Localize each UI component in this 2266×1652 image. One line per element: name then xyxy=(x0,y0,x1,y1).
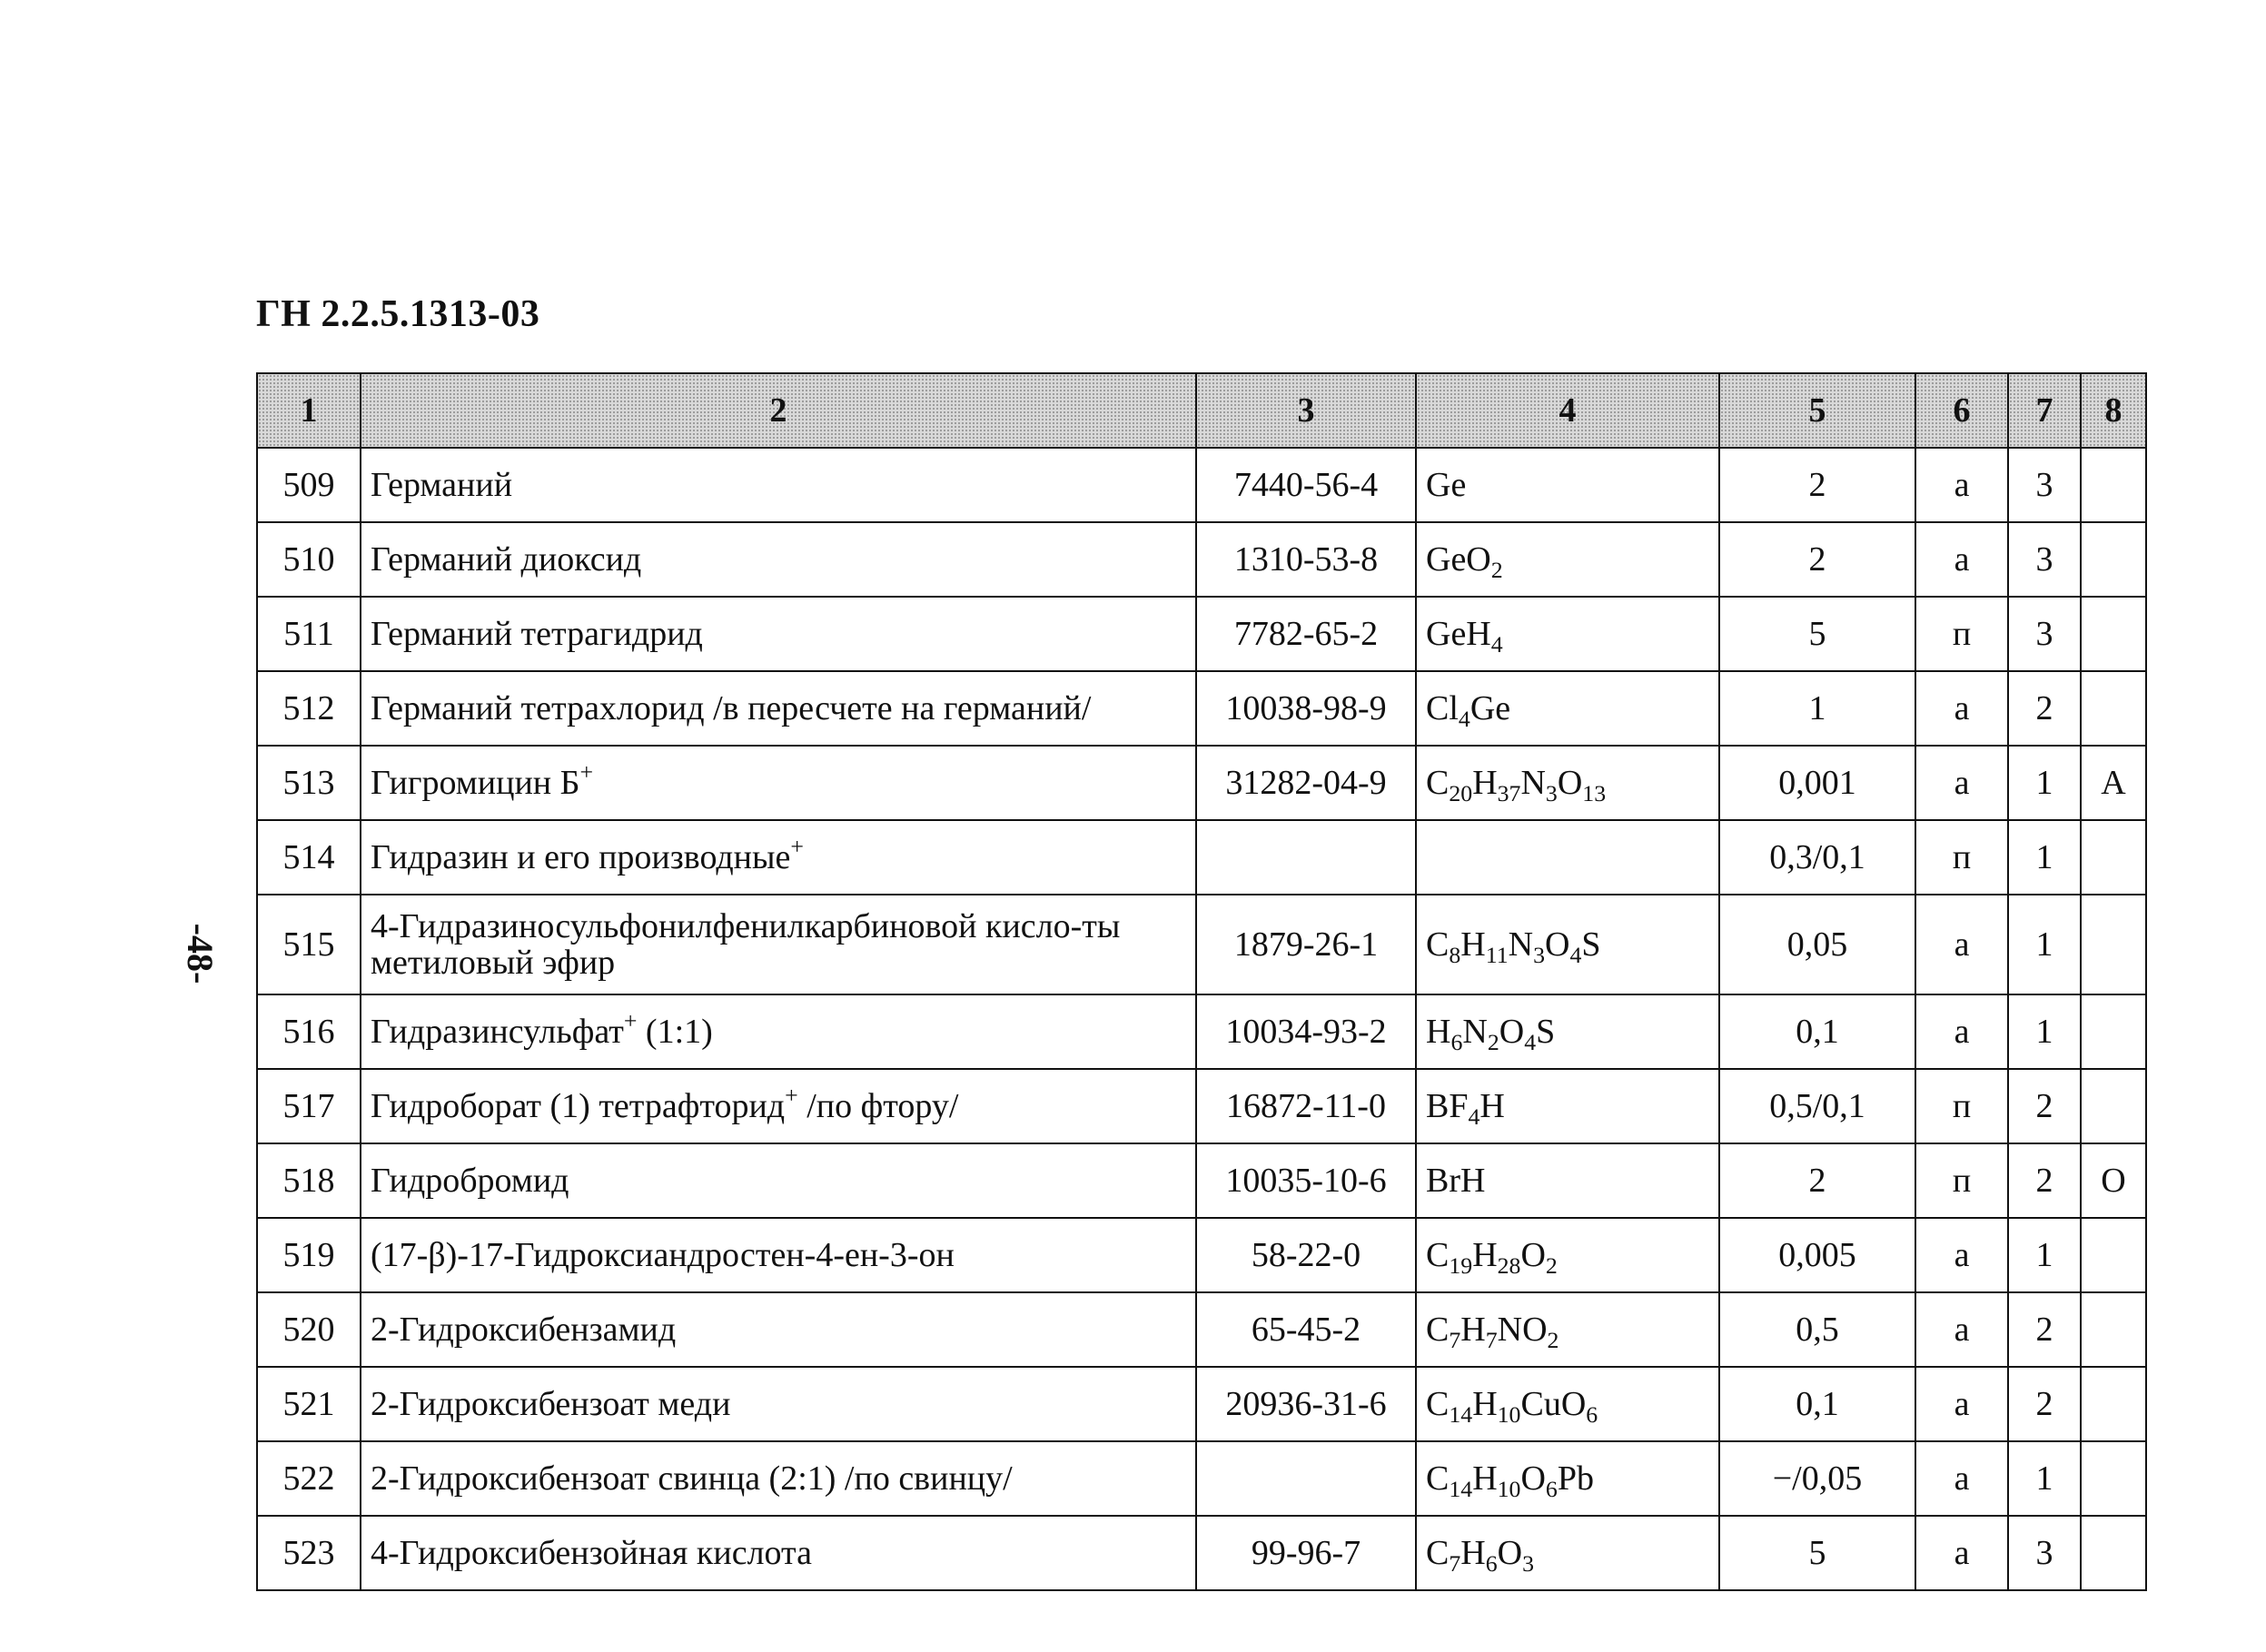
cell-aggregate-state: п xyxy=(1915,1143,2008,1218)
cell-aggregate-state: а xyxy=(1915,448,2008,522)
cell-hazard-class: 2 xyxy=(2008,1292,2081,1367)
cell-note: А xyxy=(2081,746,2146,820)
cell-number: 516 xyxy=(257,994,361,1069)
cell-formula: GeH$_4$ xyxy=(1416,597,1719,671)
table-row xyxy=(257,1441,2146,1516)
cell-formula: $C_{20}H_{37}N_3O_{13}$ xyxy=(1416,746,1719,820)
cell-substance-name: Германий тетрагидрид xyxy=(361,597,1196,671)
table-row xyxy=(257,448,2146,522)
cell-note xyxy=(2081,895,2146,994)
cell-number: 522 xyxy=(257,1441,361,1516)
cell-note xyxy=(2081,1292,2146,1367)
table-row xyxy=(257,522,2146,597)
cell-aggregate-state: а xyxy=(1915,994,2008,1069)
column-header: 4 xyxy=(1416,373,1719,448)
cell-cas-number xyxy=(1196,820,1416,895)
table-row xyxy=(257,1143,2146,1218)
cell-note xyxy=(2081,1367,2146,1441)
cell-formula: $Cl_4Ge$ xyxy=(1416,671,1719,746)
cell-number: 518 xyxy=(257,1143,361,1218)
cell-note xyxy=(2081,1516,2146,1590)
column-header: 7 xyxy=(2008,373,2081,448)
cell-cas-number: 10038-98-9 xyxy=(1196,671,1416,746)
cell-substance-name: 2-Гидроксибензамид xyxy=(361,1292,1196,1367)
cell-substance-name: Гидробромид xyxy=(361,1143,1196,1218)
table-row xyxy=(257,1218,2146,1292)
cell-substance-name: Гидразинсульфат+ (1:1) xyxy=(361,994,1196,1069)
cell-cas-number: 1310-53-8 xyxy=(1196,522,1416,597)
cell-cas-number: 31282-04-9 xyxy=(1196,746,1416,820)
cell-number: 511 xyxy=(257,597,361,671)
cell-formula: Ge xyxy=(1416,448,1719,522)
cell-note xyxy=(2081,820,2146,895)
cell-hazard-class: 1 xyxy=(2008,1441,2081,1516)
cell-number: 513 xyxy=(257,746,361,820)
cell-substance-name: 4-Гидроксибензойная кислота xyxy=(361,1516,1196,1590)
cell-number: 521 xyxy=(257,1367,361,1441)
cell-note xyxy=(2081,448,2146,522)
cell-limit-value: 0,1 xyxy=(1719,994,1915,1069)
cell-hazard-class: 2 xyxy=(2008,1367,2081,1441)
cell-limit-value: 2 xyxy=(1719,522,1915,597)
cell-formula: $H_6N_2O_4S$ xyxy=(1416,994,1719,1069)
table-row xyxy=(257,820,2146,895)
table-row xyxy=(257,597,2146,671)
cell-cas-number: 7440-56-4 xyxy=(1196,448,1416,522)
document-header: ГН 2.2.5.1313-03 xyxy=(256,293,540,335)
cell-aggregate-state: а xyxy=(1915,1367,2008,1441)
cell-aggregate-state: а xyxy=(1915,895,2008,994)
cell-limit-value: 5 xyxy=(1719,1516,1915,1590)
cell-cas-number: 1879-26-1 xyxy=(1196,895,1416,994)
cell-hazard-class: 3 xyxy=(2008,522,2081,597)
table-row xyxy=(257,671,2146,746)
cell-note xyxy=(2081,1069,2146,1143)
cell-hazard-class: 1 xyxy=(2008,994,2081,1069)
cell-limit-value: 2 xyxy=(1719,448,1915,522)
cell-hazard-class: 2 xyxy=(2008,1143,2081,1218)
cell-aggregate-state: а xyxy=(1915,746,2008,820)
table-row xyxy=(257,1516,2146,1590)
cell-hazard-class: 2 xyxy=(2008,671,2081,746)
column-header: 5 xyxy=(1719,373,1915,448)
cell-limit-value: 2 xyxy=(1719,1143,1915,1218)
cell-limit-value: 1 xyxy=(1719,671,1915,746)
cell-substance-name: Гигромицин Б+ xyxy=(361,746,1196,820)
cell-substance-name: 2-Гидроксибензоат свинца (2:1) /по свинцу/ xyxy=(361,1441,1196,1516)
cell-formula: $BF_4H$ xyxy=(1416,1069,1719,1143)
cell-note: О xyxy=(2081,1143,2146,1218)
page-number: -48- xyxy=(180,923,221,984)
cell-note xyxy=(2081,1441,2146,1516)
cell-number: 520 xyxy=(257,1292,361,1367)
cell-aggregate-state: а xyxy=(1915,1292,2008,1367)
column-header: 3 xyxy=(1196,373,1416,448)
cell-limit-value: 0,001 xyxy=(1719,746,1915,820)
column-header: 1 xyxy=(257,373,361,448)
cell-note xyxy=(2081,597,2146,671)
cell-number: 515 xyxy=(257,895,361,994)
cell-formula: $C_{14}H_{10}O_6Pb$ xyxy=(1416,1441,1719,1516)
cell-cas-number: 58-22-0 xyxy=(1196,1218,1416,1292)
cell-substance-name: 4-Гидразиносульфонилфенилкарбиновой кисло-ты метиловый эфир xyxy=(361,895,1196,994)
cell-cas-number: 7782-65-2 xyxy=(1196,597,1416,671)
table-row xyxy=(257,1292,2146,1367)
cell-formula: $C_7H_7NO_2$ xyxy=(1416,1292,1719,1367)
cell-substance-name: Германий диоксид xyxy=(361,522,1196,597)
cell-formula: BrH xyxy=(1416,1143,1719,1218)
cell-substance-name: Германий тетрахлорид /в пересчете на германий/ xyxy=(361,671,1196,746)
cell-hazard-class: 1 xyxy=(2008,895,2081,994)
cell-number: 519 xyxy=(257,1218,361,1292)
cell-cas-number: 20936-31-6 xyxy=(1196,1367,1416,1441)
cell-number: 512 xyxy=(257,671,361,746)
cell-substance-name: Гидроборат (1) тетрафторид+ /по фтору/ xyxy=(361,1069,1196,1143)
cell-formula: $C_{14}H_{10}CuO_6$ xyxy=(1416,1367,1719,1441)
cell-aggregate-state: а xyxy=(1915,1516,2008,1590)
cell-cas-number: 65-45-2 xyxy=(1196,1292,1416,1367)
cell-limit-value: 0,5 xyxy=(1719,1292,1915,1367)
cell-cas-number xyxy=(1196,1441,1416,1516)
substances-table xyxy=(256,372,2147,1591)
cell-limit-value: 5 xyxy=(1719,597,1915,671)
column-header: 6 xyxy=(1915,373,2008,448)
cell-hazard-class: 1 xyxy=(2008,1218,2081,1292)
cell-number: 523 xyxy=(257,1516,361,1590)
cell-formula xyxy=(1416,820,1719,895)
cell-aggregate-state: п xyxy=(1915,1069,2008,1143)
cell-aggregate-state: а xyxy=(1915,522,2008,597)
cell-cas-number: 10035-10-6 xyxy=(1196,1143,1416,1218)
table-row xyxy=(257,1069,2146,1143)
cell-limit-value: 0,05 xyxy=(1719,895,1915,994)
cell-formula: GeO$_2$ xyxy=(1416,522,1719,597)
column-header: 8 xyxy=(2081,373,2146,448)
cell-aggregate-state: а xyxy=(1915,1218,2008,1292)
cell-number: 510 xyxy=(257,522,361,597)
cell-limit-value: 0,005 xyxy=(1719,1218,1915,1292)
table-row xyxy=(257,994,2146,1069)
table-row xyxy=(257,746,2146,820)
cell-substance-name: Германий xyxy=(361,448,1196,522)
cell-formula: $C_{19}H_{28}O_2$ xyxy=(1416,1218,1719,1292)
table-body xyxy=(257,448,2146,1590)
cell-substance-name: Гидразин и его производные+ xyxy=(361,820,1196,895)
cell-limit-value: −/0,05 xyxy=(1719,1441,1915,1516)
table-row xyxy=(257,1367,2146,1441)
cell-hazard-class: 1 xyxy=(2008,746,2081,820)
cell-hazard-class: 2 xyxy=(2008,1069,2081,1143)
cell-hazard-class: 3 xyxy=(2008,597,2081,671)
cell-note xyxy=(2081,671,2146,746)
cell-limit-value: 0,1 xyxy=(1719,1367,1915,1441)
cell-aggregate-state: п xyxy=(1915,597,2008,671)
cell-aggregate-state: а xyxy=(1915,671,2008,746)
cell-number: 514 xyxy=(257,820,361,895)
cell-aggregate-state: п xyxy=(1915,820,2008,895)
cell-substance-name: (17-β)-17-Гидроксиандростен-4-ен-3-он xyxy=(361,1218,1196,1292)
cell-note xyxy=(2081,1218,2146,1292)
cell-number: 517 xyxy=(257,1069,361,1143)
cell-cas-number: 99-96-7 xyxy=(1196,1516,1416,1590)
column-header: 2 xyxy=(361,373,1196,448)
table-header-row xyxy=(257,373,2146,448)
cell-formula: $C_7H_6O_3$ xyxy=(1416,1516,1719,1590)
cell-limit-value: 0,5/0,1 xyxy=(1719,1069,1915,1143)
cell-hazard-class: 3 xyxy=(2008,448,2081,522)
cell-note xyxy=(2081,522,2146,597)
table-row xyxy=(257,895,2146,994)
cell-aggregate-state: а xyxy=(1915,1441,2008,1516)
cell-limit-value: 0,3/0,1 xyxy=(1719,820,1915,895)
cell-cas-number: 16872-11-0 xyxy=(1196,1069,1416,1143)
cell-cas-number: 10034-93-2 xyxy=(1196,994,1416,1069)
cell-note xyxy=(2081,994,2146,1069)
cell-substance-name: 2-Гидроксибензоат меди xyxy=(361,1367,1196,1441)
cell-formula: $C_8H_{11}N_3O_4S$ xyxy=(1416,895,1719,994)
cell-hazard-class: 3 xyxy=(2008,1516,2081,1590)
cell-number: 509 xyxy=(257,448,361,522)
cell-hazard-class: 1 xyxy=(2008,820,2081,895)
